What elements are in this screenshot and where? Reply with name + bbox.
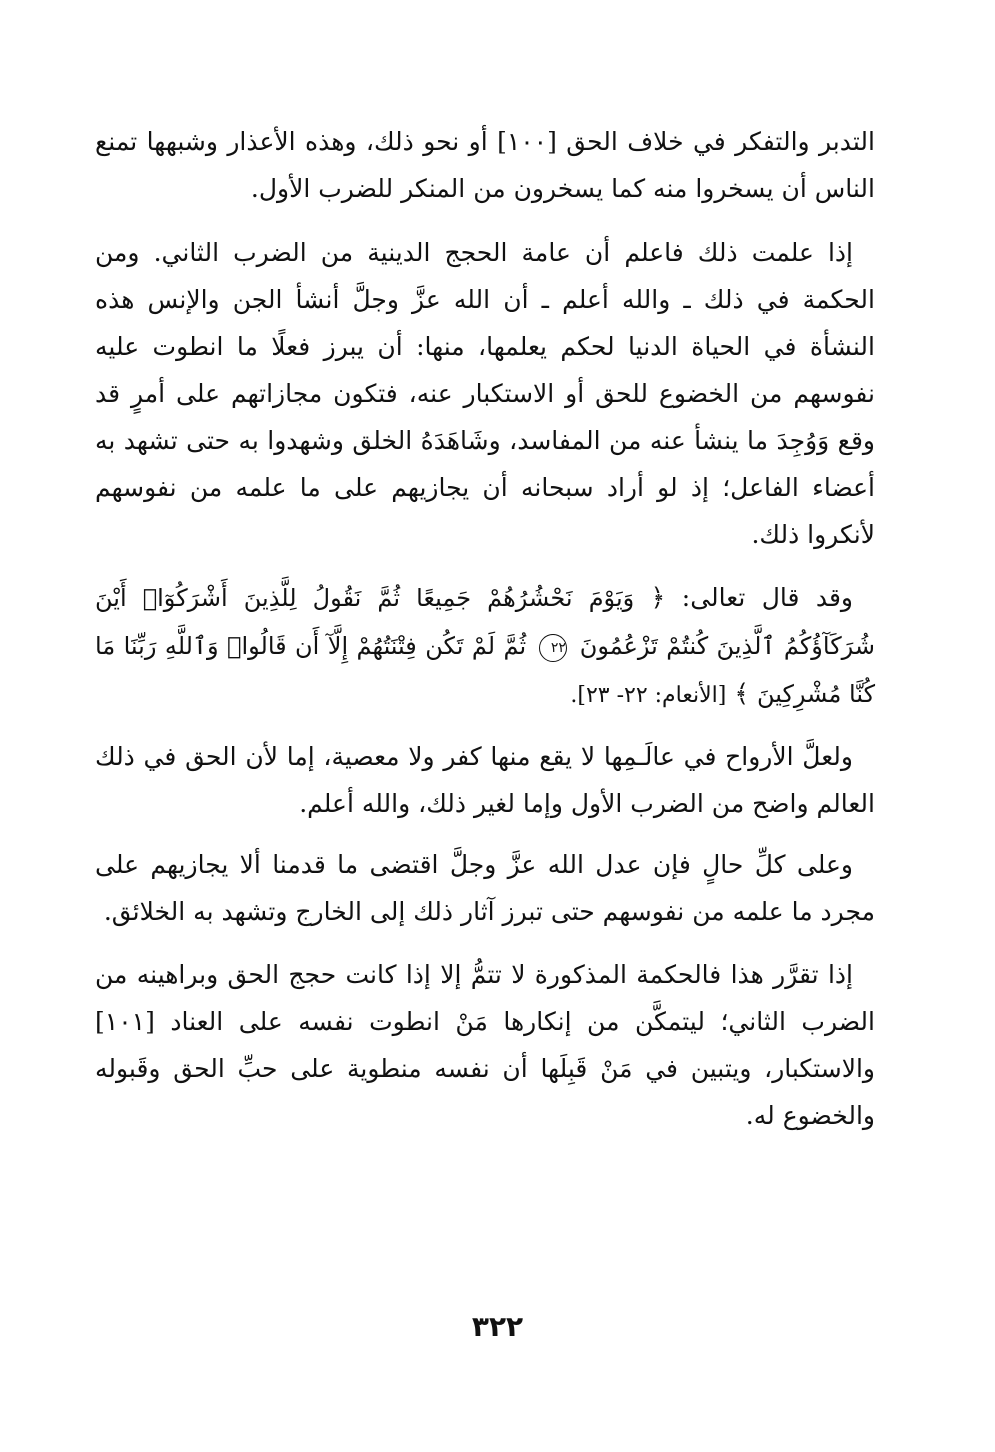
paragraph-4: وعلى كلِّ حالٍ فإن عدل الله عزَّ وجلَّ اقتضى ما قدمنا ألا يجازيهم على مجرد ما علمه من نفوسهم حتى تبرز آثار ذلك إلى الخارج وتشهد به الخلائق. <box>95 850 875 926</box>
ayah-number-marker: ٢٢ <box>539 634 567 662</box>
paragraph-2: إذا علمت ذلك فاعلم أن عامة الحجج الدينية من الضرب الثاني. ومن الحكمة في ذلك ـ والله أعلم ـ أن الله عزَّ وجلَّ أنشأ الجن والإنس هذه النشأة في الحياة الدنيا لحكم يعلمها، منها: أن يبرز فعلًا ما انطوت عليه نفوسهم من الخضوع للحق أو الاستكبار عنه، فتكون مجازاتهم على أمرٍ قد وقع وَوُجِدَ ما ينشأ عنه من المفاسد، وشَاهَدَهُ الخلق وشهدوا به حتى تشهد به أعضاء الفاعل؛ إذ لو أراد سبحانه أن يجازيهم على ما علمه من نفوسهم لأنكروا ذلك. <box>95 238 875 549</box>
quran-quote-paragraph <box>95 574 875 719</box>
quran-ayah-23: ثُمَّ لَمْ تَكُن فِتْنَتُهُمْ إِلَّآ أَن قَالُوا۟ وَٱللَّهِ رَبِّنَا مَا كُنَّا مُشْرِكِينَ <box>95 632 875 708</box>
paragraph-5: إذا تقرَّر هذا فالحكمة المذكورة لا تتمُّ إلا إذا كانت حجج الحق وبراهينه من الضرب الثاني؛ ليتمكَّن من إنكارها مَنْ انطوت نفسه على العناد [١٠١] والاستكبار، ويتبين في مَنْ قَبِلَها أن نفسه منطوية على حبِّ الحق وقَبوله والخضوع له. <box>95 960 875 1130</box>
quran-intro: وقد قال تعالى: <box>681 583 854 612</box>
page-body <box>95 118 875 1161</box>
page-number: ٣٢٢ <box>471 1310 524 1343</box>
quran-reference: [الأنعام: ٢٢- ٢٣]. <box>570 683 727 708</box>
paragraph-3: ولعلَّ الأرواح في عالَـمِها لا يقع منها كفر ولا معصية، إما لأن الحق في ذلك العالم واضح من الضرب الأول وإما لغير ذلك، والله أعلم. <box>95 742 875 818</box>
paragraph-1: التدبر والتفكر في خلاف الحق [١٠٠] أو نحو ذلك، وهذه الأعذار وشبهها تمنع الناس أن يسخروا منه كما يسخرون من المنكر للضرب الأول. <box>95 127 875 203</box>
quran-ayah-22: وَيَوْمَ نَحْشُرُهُمْ جَمِيعًا ثُمَّ نَقُولُ لِلَّذِينَ أَشْرَكُوٓا۟ أَيْنَ شُرَكَآؤُكُمُ ٱلَّذِينَ كُنتُمْ تَزْعُمُونَ <box>95 584 875 660</box>
ornate-open-bracket: ﴿ <box>650 583 666 612</box>
ornate-close-bracket: ﴾ <box>734 679 749 708</box>
